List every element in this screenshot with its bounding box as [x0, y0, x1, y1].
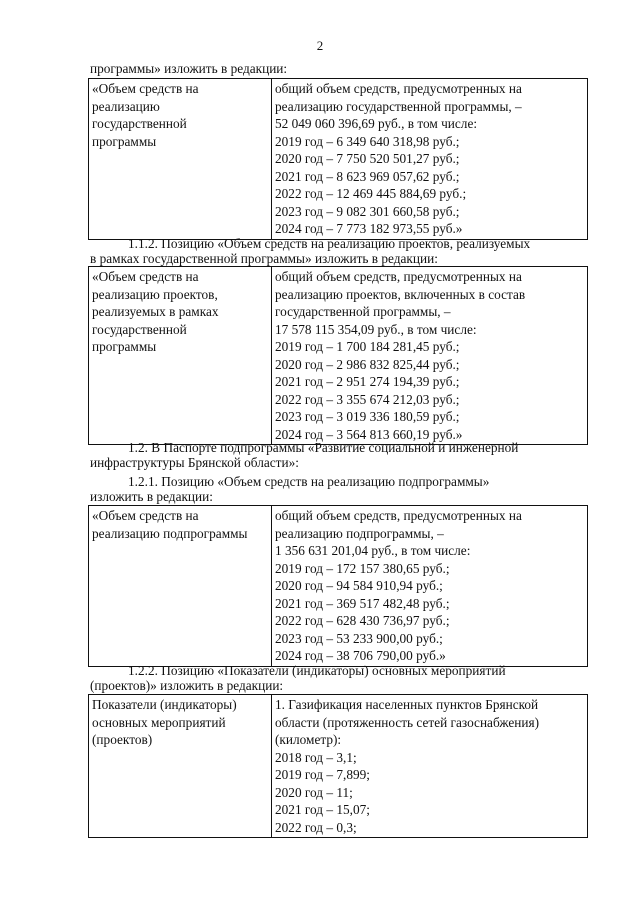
text-line: реализацию [92, 98, 160, 114]
table-left-cell [89, 506, 272, 667]
text-line: 2020 год – 2 986 832 825,44 руб.; [275, 356, 460, 372]
text-line: государственной [92, 321, 187, 337]
text-line: 2021 год – 369 517 482,48 руб.; [275, 595, 450, 611]
table-left-cell [89, 79, 272, 240]
paragraph-1-2-2 [90, 664, 588, 693]
text-line: 2021 год – 2 951 274 194,39 руб.; [275, 374, 460, 389]
text-line: (проектов)» изложить в редакции: [90, 677, 284, 693]
text-line: 2024 год – 7 773 182 973,55 руб.» [275, 221, 463, 236]
text-line: 2020 год – 7 750 520 501,27 руб.; [275, 151, 460, 166]
text-line: программы [92, 133, 157, 149]
table-projects-funding [88, 266, 588, 445]
text-line: 2020 год – 11; [275, 784, 353, 800]
text-line: 2018 год – 3,1; [275, 749, 357, 765]
text-line: изложить в редакции: [90, 488, 213, 504]
text-line: основных мероприятий [92, 714, 226, 730]
text-line: 2022 год – 628 430 736,97 руб.; [275, 613, 450, 628]
text-line: «Объем средств на [92, 508, 199, 523]
text-line: 2023 год – 9 082 301 660,58 руб.; [275, 203, 460, 219]
text-line: в рамках государственной программы» изложить в редакции: [90, 250, 438, 266]
text-line: программы [92, 339, 157, 354]
text-line: 1 356 631 201,04 руб., в том числе: [275, 543, 471, 558]
text-line: 2019 год – 7,899; [275, 767, 370, 782]
text-line: реализацию государственной программы, – [275, 98, 522, 114]
intro-line: программы» изложить в редакции: [90, 61, 288, 76]
paragraph-1-2 [90, 441, 588, 470]
text-line: 1. Газификация населенных пунктов Брянской [275, 697, 539, 712]
text-line: реализацию подпрограммы, – [275, 525, 444, 541]
text-line: (проектов) [92, 732, 153, 747]
text-line: 1.2.1. Позицию «Объем средств на реализацию подпрограммы» [128, 474, 490, 489]
paragraph-1-1-2 [90, 237, 588, 266]
text-line: общий объем средств, предусмотренных на [275, 269, 522, 284]
table-indicators [88, 694, 588, 838]
text-line: реализацию проектов, [92, 286, 218, 302]
text-line: Показатели (индикаторы) [92, 697, 237, 712]
text-line: реализацию подпрограммы [92, 525, 248, 541]
text-line: 2020 год – 94 584 910,94 руб.; [275, 578, 443, 593]
text-line: 52 049 060 396,69 руб., в том числе: [275, 116, 478, 131]
text-line: государственной программы, – [275, 304, 451, 319]
text-line: «Объем средств на [92, 269, 199, 284]
text-line: 2024 год – 38 706 790,00 руб.» [275, 648, 446, 663]
text-line: 17 578 115 354,09 руб., в том числе: [275, 321, 477, 337]
page-number: 2 [316, 38, 324, 53]
text-line: 2021 год – 15,07; [275, 802, 370, 817]
text-line: области (протяженность сетей газоснабжения) [275, 714, 540, 730]
text-line: общий объем средств, предусмотренных на [275, 81, 522, 96]
text-line: 2019 год – 172 157 380,65 руб.; [275, 560, 450, 576]
text-line: 2022 год – 12 469 445 884,69 руб.; [275, 186, 467, 201]
text-line: 2022 год – 0,3; [275, 819, 357, 835]
table-right-cell [272, 695, 588, 838]
text-line: 1.2. В Паспорте подпрограммы «Развитие социальной и инженерной [128, 440, 519, 455]
paragraph-1-2-1 [90, 475, 588, 504]
table-program-funding [88, 78, 588, 240]
text-line: 2021 год – 8 623 969 057,62 руб.; [275, 168, 460, 184]
text-line: реализацию проектов, включенных в состав [275, 286, 526, 302]
text-line: «Объем средств на [92, 81, 199, 96]
text-line: государственной [92, 116, 187, 131]
text-line: 1.2.2. Позицию «Показатели (индикаторы) основных мероприятий [128, 663, 506, 678]
text-line: 2019 год – 1 700 184 281,45 руб.; [275, 339, 460, 354]
table-subprogram-funding [88, 505, 588, 667]
text-line: 2019 год – 6 349 640 318,98 руб.; [275, 133, 460, 149]
text-line: 1.1.2. Позицию «Объем средств на реализацию проектов, реализуемых [128, 236, 531, 251]
table-right-cell [272, 506, 588, 667]
table-right-cell [272, 79, 588, 240]
text-line: 2023 год – 53 233 900,00 руб.; [275, 630, 443, 646]
table-left-cell [89, 267, 272, 445]
text-line: 2024 год – 3 564 813 660,19 руб.» [275, 426, 463, 442]
text-line: инфраструктуры Брянской области»: [90, 454, 299, 470]
text-line: (километр): [275, 732, 342, 747]
text-line: общий объем средств, предусмотренных на [275, 508, 522, 523]
text-line: 2023 год – 3 019 336 180,59 руб.; [275, 409, 460, 424]
table-left-cell [89, 695, 272, 838]
table-right-cell [272, 267, 588, 445]
text-line: 2022 год – 3 355 674 212,03 руб.; [275, 391, 460, 407]
text-line: реализуемых в рамках [92, 304, 219, 319]
